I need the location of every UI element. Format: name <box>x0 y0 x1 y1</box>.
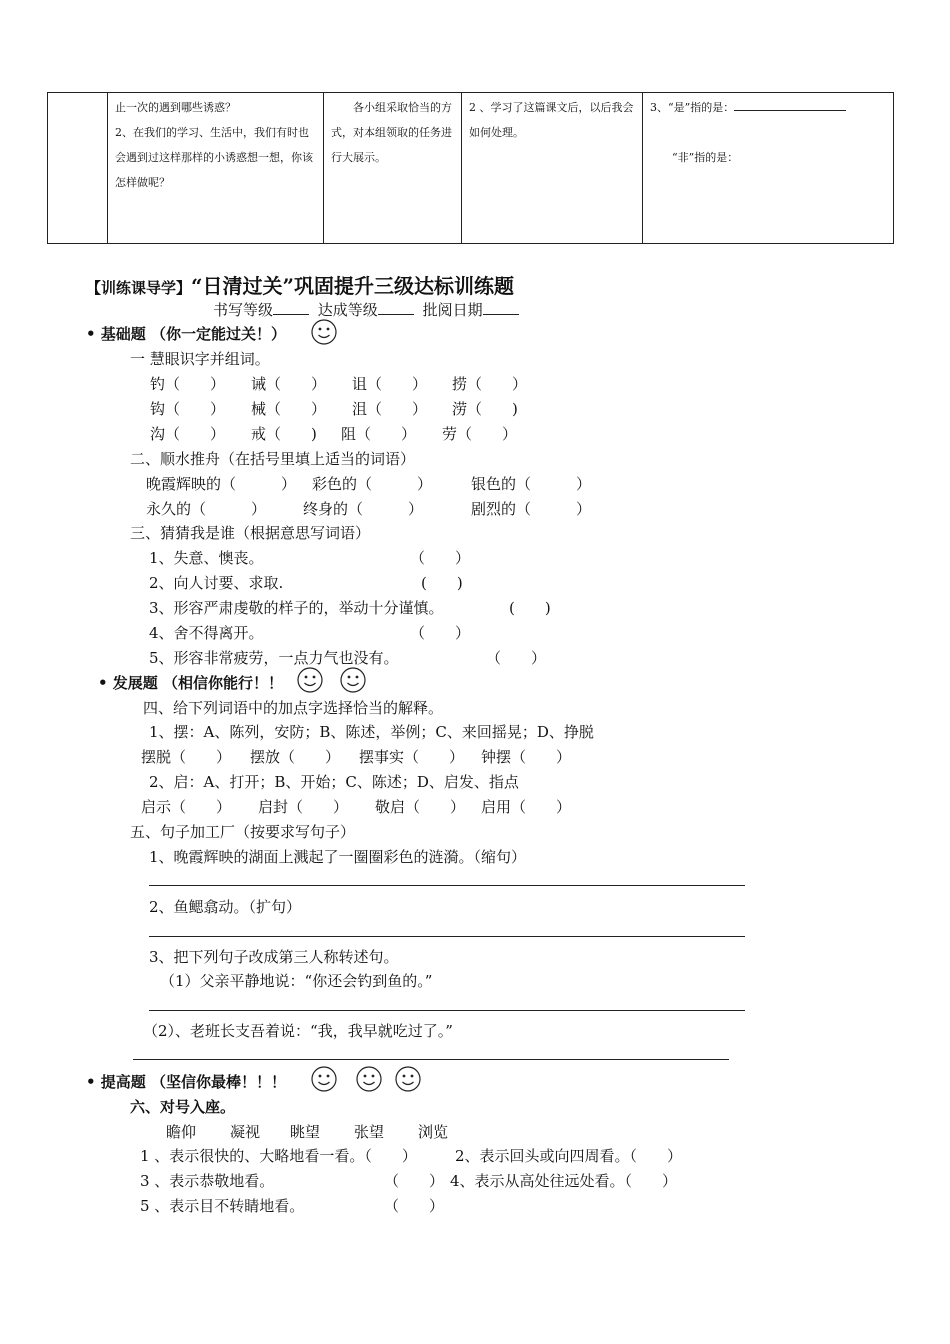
q4-word: 启封（ ） <box>258 798 349 816</box>
q5-2: 2、鱼鳃翕动。（扩句） <box>149 898 302 916</box>
q6-word: 瞻仰 <box>166 1123 197 1141</box>
table-cell-reflection: 2 、学习了这篇课文后，以后我会如何处理。 <box>462 93 643 244</box>
q4-1-definitions: 1、摆：A、陈列，安防；B、陈述，举例；C、来回摇晃；D、挣脱 <box>149 723 594 741</box>
smiley-icon <box>297 667 323 693</box>
q1-item: 诫（ ） <box>251 375 327 393</box>
q4-word: 启用（ ） <box>481 798 572 816</box>
smiley-icon <box>311 1066 337 1092</box>
q6-word: 凝视 <box>230 1123 261 1141</box>
q3-item: 4、舍不得离开。 <box>149 624 264 642</box>
q1-item: 钩（ ） <box>150 400 226 418</box>
q1-item: 钓（ ） <box>150 375 226 393</box>
q6-item: 2、表示回头或向四周看。（ ） <box>455 1147 683 1165</box>
smiley-icon <box>340 667 366 693</box>
q6-word: 浏览 <box>418 1123 449 1141</box>
q1-item: 戒（ ) <box>251 425 317 443</box>
q6-item: 5 、表示目不转睛地看。 <box>140 1197 305 1215</box>
answer-line[interactable] <box>133 1059 729 1060</box>
q5-1: 1、晚霞辉映的湖面上溅起了一圈圈彩色的涟漪。（缩句） <box>149 848 527 866</box>
q3-item: 1、失意、懊丧。 <box>149 549 264 567</box>
q6-word: 眺望 <box>290 1123 321 1141</box>
table-cell-activity: 各小组采取恰当的方式，对本组领取的任务进行大展示。 <box>324 93 462 244</box>
q6-blank: （ ） <box>384 1172 445 1190</box>
page-title: 【训练课导学】“日清过关”巩固提升三级达标训练题 <box>86 274 515 298</box>
q1-item: 沟（ ） <box>150 425 226 443</box>
advanced-heading: • 提高题 （坚信你最棒！！！ <box>86 1073 287 1091</box>
q3-title: 三、猜猜我是谁（根据意思写词语） <box>130 524 371 542</box>
q4-word: 摆放（ ） <box>250 748 341 766</box>
answer-line[interactable] <box>149 885 745 886</box>
q3-item: 3、形容严肃虔敬的样子的，举动十分谨慎。 <box>149 599 444 617</box>
q2-item: 终身的（ ） <box>303 500 424 518</box>
answer-line[interactable] <box>149 1010 745 1011</box>
q5-3-2: （2）、老班长支吾着说：“我，我早就吃过了。” <box>143 1022 453 1040</box>
q6-title: 六、对号入座。 <box>130 1098 236 1116</box>
q2-item: 剧烈的（ ） <box>471 500 592 518</box>
q4-word: 摆脱（ ） <box>141 748 232 766</box>
level-label: 达成等级 <box>317 301 378 319</box>
q1-item: 捞（ ） <box>452 375 528 393</box>
q4-word: 启示（ ） <box>141 798 232 816</box>
table-cell-empty <box>48 93 108 244</box>
answer-line[interactable] <box>149 936 745 937</box>
meaning-shi: 3、“是”指的是： <box>650 95 886 120</box>
q5-title: 五、句子加工厂（按要求写句子） <box>130 823 356 841</box>
q6-item: 4、表示从高处往远处看。（ ） <box>450 1172 678 1190</box>
q1-item: 沮（ ） <box>352 400 428 418</box>
table-cell-meanings <box>643 93 894 244</box>
q4-word: 敬启（ ） <box>375 798 466 816</box>
smiley-icon <box>356 1066 382 1092</box>
basic-heading: • 基础题 （你一定能过关！） <box>86 325 287 343</box>
question-line: 2、在我们的学习、生活中，我们有时也会遇到过这样那样的小诱惑想一想，你该怎样做呢？ <box>115 126 313 189</box>
q6-blank: （ ） <box>384 1197 445 1215</box>
q1-item: 械（ ） <box>251 400 327 418</box>
smiley-icon <box>311 319 337 345</box>
q3-item: 5、形容非常疲劳，一点力气也没有。 <box>149 649 399 667</box>
q2-item: 永久的（ ） <box>146 500 267 518</box>
q4-2-definitions: 2、启：A、打开；B、开始；C、陈述；D、启发、指点 <box>149 773 519 791</box>
q3-blank: ( ) <box>509 599 551 617</box>
q1-item: 涝（ ) <box>452 400 518 418</box>
q1-title: 一 慧眼识字并组词。 <box>130 350 270 368</box>
q2-item: 晚霞辉映的（ ） <box>146 475 297 493</box>
q3-blank: ( ) <box>421 574 463 592</box>
q4-word: 钟摆（ ） <box>481 748 572 766</box>
q3-blank: （ ） <box>410 549 471 567</box>
q5-3: 3、把下列句子改成第三人称转述句。 <box>149 948 399 966</box>
question-line: 止一次的遇到哪些诱惑？ <box>115 101 236 114</box>
grading-line <box>213 299 519 320</box>
smiley-icon <box>395 1066 421 1092</box>
q6-item: 1 、表示很快的、大略地看一看。（ ） <box>140 1147 417 1165</box>
q2-item: 银色的（ ） <box>471 475 592 493</box>
q6-word: 张望 <box>354 1123 385 1141</box>
q1-item: 诅（ ） <box>352 375 428 393</box>
q4-title: 四、给下列词语中的加点字选择恰当的解释。 <box>143 699 444 717</box>
q2-title: 二、顺水推舟（在括号里填上适当的词语） <box>130 450 416 468</box>
q6-item: 3 、表示恭敬地看。 <box>140 1172 275 1190</box>
grade-label: 书写等级 <box>213 301 274 319</box>
q1-item: 劳（ ） <box>442 425 518 443</box>
q5-3-1: （1）父亲平静地说：“你还会钓到鱼的。” <box>160 972 433 990</box>
q3-item: 2、向人讨要、求取. <box>149 574 284 592</box>
table-cell-questions <box>108 93 324 244</box>
q1-item: 阻（ ） <box>341 425 417 443</box>
q3-blank: （ ） <box>486 649 547 667</box>
develop-heading: • 发展题 （相信你能行！！ <box>98 674 284 692</box>
q2-item: 彩色的（ ） <box>312 475 433 493</box>
lesson-table <box>47 92 894 244</box>
q3-blank: （ ） <box>410 624 471 642</box>
q4-word: 摆事实（ ） <box>359 748 465 766</box>
date-label: 批阅日期 <box>422 301 483 319</box>
meaning-fei: “非”指的是： <box>672 151 739 164</box>
